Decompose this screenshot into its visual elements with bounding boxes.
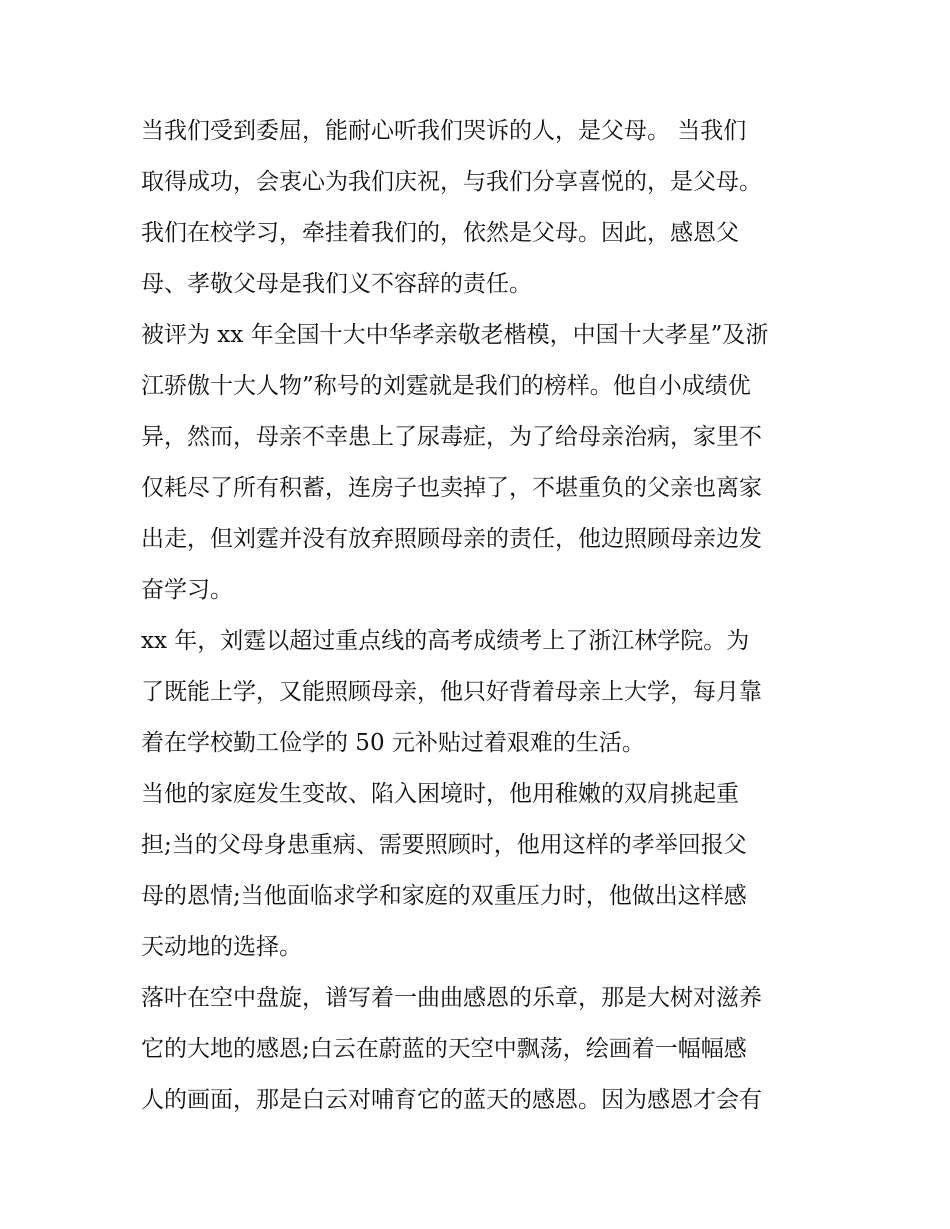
document-body [141, 106, 817, 1126]
text-line: 人的画面，那是白云对哺育它的蓝天的感恩。因为感恩才会有 [141, 1087, 762, 1113]
text-line: xx 年，刘霆以超过重点线的高考成绩考上了浙江林学院。为 [141, 628, 750, 654]
text-line: 担;当的父母身患重病、需要照顾时，他用这样的孝举回报父 [141, 832, 747, 858]
text-line: 江骄傲十大人物”称号的刘霆就是我们的榜样。他自小成绩优 [141, 373, 751, 399]
text-line: 母、孝敬父母是我们义不容辞的责任。 [141, 271, 532, 297]
text-line: 着在学校勤工俭学的 50 元补贴过着艰难的生活。 [141, 730, 645, 756]
text-line: 取得成功，会衷心为我们庆祝，与我们分享喜悦的，是父母。 [141, 169, 762, 195]
paragraph-3 [141, 616, 817, 769]
text-line: 它的大地的感恩;白云在蔚蓝的天空中飘荡，绘画着一幅幅感 [141, 1036, 747, 1062]
text-line: 奋学习。 [141, 577, 233, 603]
text-line: 了既能上学，又能照顾母亲，他只好背着母亲上大学，每月靠 [141, 679, 762, 705]
text-line: 异，然而，母亲不幸患上了尿毒症，为了给母亲治病，家里不 [141, 424, 762, 450]
text-line: 我们在校学习，牵挂着我们的，依然是父母。因此，感恩父 [141, 220, 739, 246]
paragraph-4 [141, 769, 817, 973]
text-line: 当我们受到委屈，能耐心听我们哭诉的人，是父母。 当我们 [141, 118, 747, 144]
text-line: 仅耗尽了所有积蓄，连房子也卖掉了，不堪重负的父亲也离家 [141, 475, 762, 501]
paragraph-2 [141, 310, 817, 616]
text-line: 天动地的选择。 [141, 934, 302, 960]
text-line: 当他的家庭发生变故、陷入困境时，他用稚嫩的双肩挑起重 [141, 781, 739, 807]
text-line: 出走，但刘霆并没有放弃照顾母亲的责任，他边照顾母亲边发 [141, 526, 762, 552]
text-line: 被评为 xx 年全国十大中华孝亲敬老楷模，中国十大孝星”及浙 [141, 322, 769, 348]
text-line: 落叶在空中盘旋，谱写着一曲曲感恩的乐章，那是大树对滋养 [141, 985, 762, 1011]
paragraph-5 [141, 973, 817, 1126]
paragraph-1 [141, 106, 817, 310]
text-line: 母的恩情;当他面临求学和家庭的双重压力时，他做出这样感 [141, 883, 747, 909]
